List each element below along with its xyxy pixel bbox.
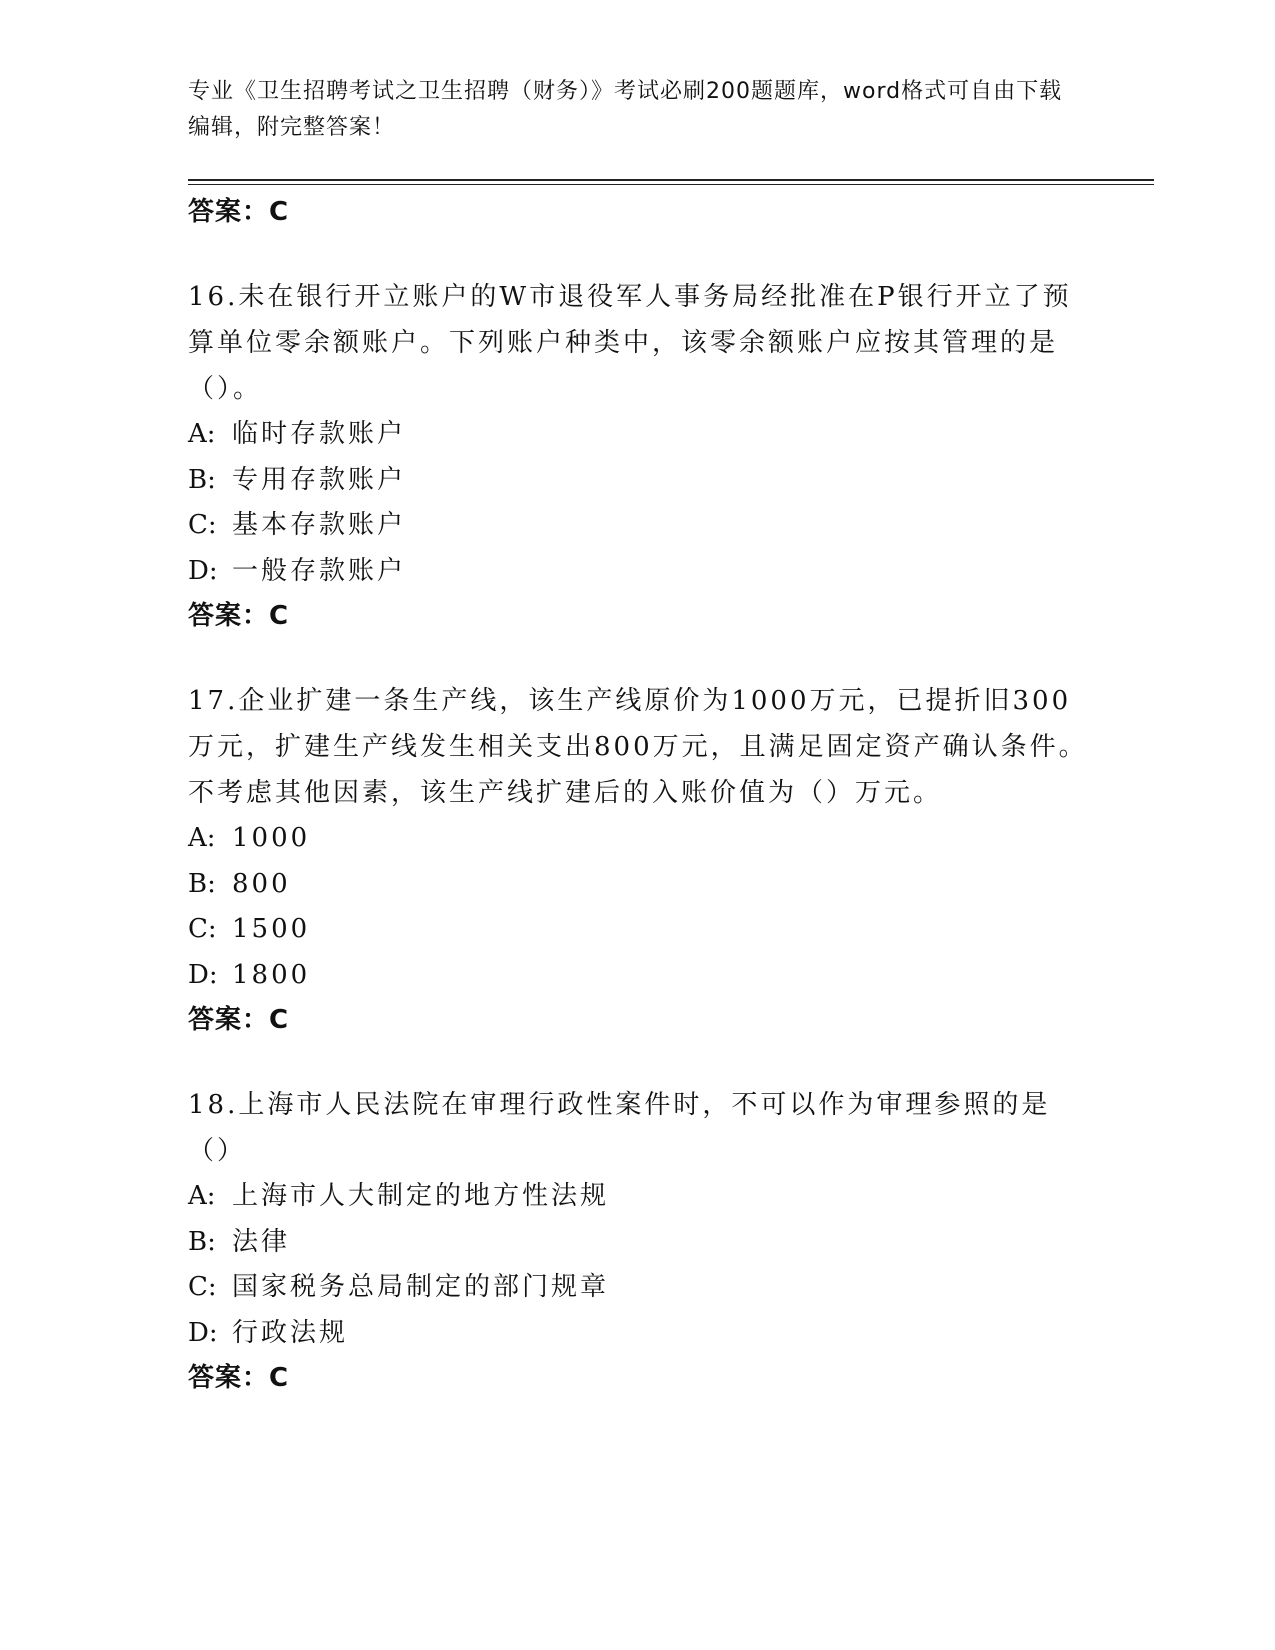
question-18 xyxy=(188,1082,1088,1400)
option-text: 专用存款账户 xyxy=(232,464,407,495)
option-c xyxy=(188,1265,1088,1311)
option-d xyxy=(188,1311,1088,1357)
option-a xyxy=(188,1174,1088,1220)
answer-label: 答案： xyxy=(188,601,270,631)
option-text: 法律 xyxy=(232,1226,291,1257)
option-b xyxy=(188,1220,1088,1266)
answer-label: 答案： xyxy=(188,1005,270,1035)
option-letter: C: xyxy=(188,1272,217,1302)
option-text: 一般存款账户 xyxy=(232,555,407,586)
option-text: 800 xyxy=(232,868,291,899)
option-text: 临时存款账户 xyxy=(232,419,407,449)
answer-line xyxy=(188,594,1088,638)
question-stem: 18.上海市人民法院在审理行政性案件时，不可以作为审理参照的是（） xyxy=(188,1090,1051,1166)
header-rule-thick xyxy=(188,179,1154,181)
option-b xyxy=(188,458,1088,504)
option-text: 1500 xyxy=(232,914,311,944)
option-c xyxy=(188,907,1088,953)
option-text: 行政法规 xyxy=(232,1317,349,1348)
answer-line xyxy=(188,1356,1088,1400)
option-letter: A: xyxy=(188,823,216,853)
option-d xyxy=(188,953,1088,999)
option-letter: B: xyxy=(188,868,216,899)
answer-value: C xyxy=(269,1005,290,1035)
option-b xyxy=(188,862,1088,908)
option-letter: D: xyxy=(188,959,218,990)
answer-value: C xyxy=(269,197,290,227)
answer-value: C xyxy=(269,601,290,631)
answer-value: C xyxy=(269,1363,290,1393)
question-16 xyxy=(188,274,1088,638)
option-c xyxy=(188,503,1088,549)
option-letter: D: xyxy=(188,1317,218,1348)
option-letter: A: xyxy=(188,1181,216,1211)
question-stem: 17.企业扩建一条生产线，该生产线原价为1000万元，已提折旧300万元，扩建生产线发生相关支出800万元，且满足固定资产确认条件。不考虑其他因素，该生产线扩建后的入账价值为（）万元。 xyxy=(188,686,1088,808)
option-letter: D: xyxy=(188,555,218,586)
option-letter: C: xyxy=(188,914,217,944)
question-stem: 16.未在银行开立账户的W市退役军人事务局经批准在P银行开立了预算单位零余额账户。下列账户种类中，该零余额账户应按其管理的是（）。 xyxy=(188,282,1072,404)
option-letter: C: xyxy=(188,510,217,540)
document-body xyxy=(188,188,1088,1400)
header-rule-thin xyxy=(188,184,1154,185)
option-letter: B: xyxy=(188,464,216,495)
option-text: 上海市人大制定的地方性法规 xyxy=(232,1181,610,1211)
option-d xyxy=(188,549,1088,595)
option-text: 国家税务总局制定的部门规章 xyxy=(232,1272,610,1302)
option-text: 1000 xyxy=(232,823,311,853)
answer-line xyxy=(188,998,1088,1042)
option-letter: A: xyxy=(188,419,216,449)
option-a xyxy=(188,412,1088,458)
option-a xyxy=(188,816,1088,862)
option-letter: B: xyxy=(188,1226,216,1257)
option-text: 基本存款账户 xyxy=(232,510,407,540)
answer-label: 答案： xyxy=(188,1363,270,1393)
option-text: 1800 xyxy=(232,959,311,990)
answer-line xyxy=(188,190,1088,234)
question-17 xyxy=(188,678,1088,1042)
page-header: 专业《卫生招聘考试之卫生招聘（财务）》考试必刷200题题库，word格式可自由下载编辑，附完整答案！ xyxy=(188,79,1063,140)
answer-label: 答案： xyxy=(188,197,270,227)
